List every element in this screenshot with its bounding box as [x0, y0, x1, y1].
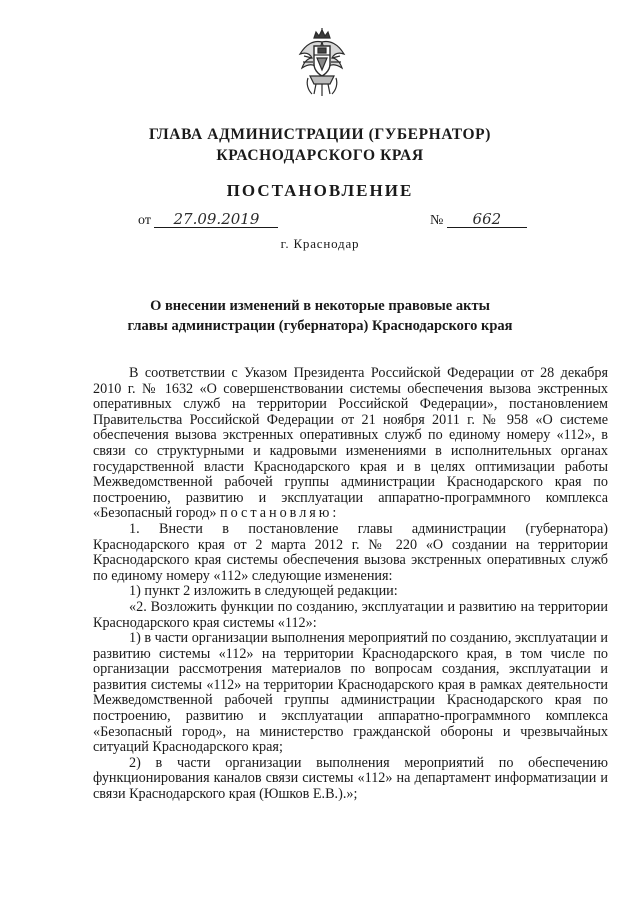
paragraph-4: 1) в части организации выполнения мероприятий по созданию, эксплуатации и развитию системы «112» на территории Краснодарского края, в том числе по организации рассмотрения материалов по вопросам создания, эксплуатации и развития системы «112» на территории Краснодарского края в рамках деятельности Межведомственной рабочей группы администрации Краснодарского края по построению, развитию и эксплуатации аппаратно-программного комплекса «Безопасный город», на министерство гражданской обороны и чрезвычайных ситуаций Краснодарского края;	[93, 630, 608, 756]
title-line-1: О внесении изменений в некоторые правовые акты	[150, 298, 490, 314]
date-prefix: от	[138, 213, 151, 228]
title-line-2: главы администрации (губернатора) Краснодарского края	[127, 318, 513, 334]
document-type: ПОСТАНОВЛЕНИЕ	[226, 181, 414, 200]
number-row	[430, 211, 527, 231]
date-row	[138, 211, 278, 231]
resolve-word: постановляю:	[219, 505, 340, 522]
preamble-paragraph	[93, 366, 608, 522]
paragraph-3: «2. Возложить функции по созданию, эксплуатации и развитию на территории Краснодарского края системы «112»:	[93, 598, 608, 631]
paragraph-2: 1) пункт 2 изложить в следующей редакции:	[129, 583, 398, 600]
preamble-text: В соответствии с Указом Президента Российской Федерации от 28 декабря 2010 г. № 1632 «О совершенствовании системы обеспечения вызова экстренных оперативных служб на территории Российской Федерации», постановлением Правительства Российской Федерации от 21 ноября 2011 г. № 958 «О системе обеспечения вызова экстренных оперативных служб по единому номеру «112», в связи со структурными и кадровыми изменениями в исполнительных органах государственной власти Краснодарского края и в целях оптимизации работы Межведомственной рабочей группы администрации Краснодарского края по построению, развитию и эксплуатации аппаратно-программного комплекса «Безопасный город»	[93, 365, 608, 522]
issuer-region: КРАСНОДАРСКОГО КРАЯ	[216, 147, 424, 164]
paragraph-1: 1. Внести в постановление главы администрации (губернатора) Краснодарского края от 2 марта 2012 г. № 220 «О создании на территории Краснодарского края системы обеспечения вызова экстренных оперативных служб по единому номеру «112» следующие изменения:	[93, 520, 608, 584]
number-prefix: №	[430, 213, 444, 228]
document-body	[93, 366, 608, 803]
coat-of-arms-emblem	[296, 28, 348, 98]
document-date: 27.09.2019	[154, 211, 278, 228]
city: г. Краснодар	[280, 236, 360, 251]
document-title	[0, 296, 640, 336]
document-number: 662	[447, 211, 527, 228]
paragraph-5: 2) в части организации выполнения мероприятий по обеспечению функционирования каналов связи системы «112» на департамент информатизации и связи Краснодарского края (Юшков Е.В.).»;	[93, 754, 608, 803]
issuer-title: ГЛАВА АДМИНИСТРАЦИИ (ГУБЕРНАТОР)	[149, 126, 491, 143]
